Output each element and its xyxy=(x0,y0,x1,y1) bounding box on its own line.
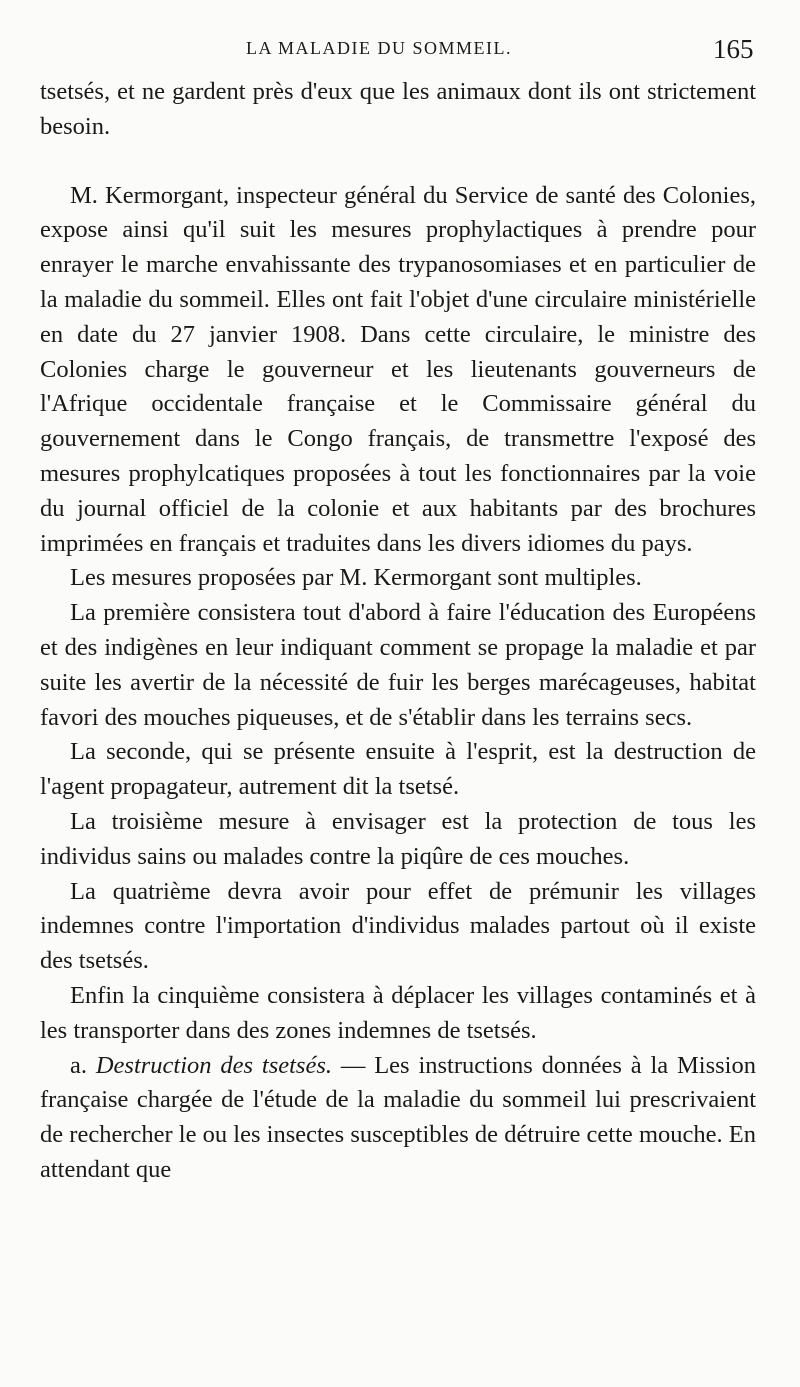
paragraph-measures-intro: Les mesures proposées par M. Kermorgant sont multiples. xyxy=(70,564,642,592)
paragraph-kermorgant-circular: M. Kermorgant, inspecteur général du Service de santé des Colonies, expose ainsi qu'il suit les mesures prophylactiques à prendre pour enrayer le marche envahissante des trypanosomiases et en particulier de la maladie du sommeil. Elles ont fait l'objet d'une circulaire ministérielle en date du 27 janvier 1908. Dans cette circulaire, le ministre des Colonies charge le gouverneur et les lieutenants gouverneurs de l'Afrique occidentale française et le Commissaire général du gouvernement dans le Congo français, de transmettre l'exposé des mesures prophylcatiques proposées à tout les fonctionnaires par la voie du journal officiel de la colonie et aux habitants par des brochures imprimées en français et traduites dans les divers idiomes du pays. xyxy=(40,181,756,557)
body-text xyxy=(40,75,756,1188)
paragraph-fifth-measure: Enfin la cinquième consistera à déplacer les villages contaminés et à les transporter dans des zones indemnes de tsetsés. xyxy=(40,981,756,1044)
paragraph-continuation: tsetsés, et ne gardent près d'eux que les animaux dont ils ont strictement besoin. xyxy=(40,78,756,140)
paragraph-first-measure: La première consistera tout d'abord à faire l'éducation des Européens et des indigènes en leur indiquant comment se propage la maladie et par suite les avertir de la nécessité de fuir les berges marécageuses, habitat favori des mouches piqueuses, et de s'établir dans les terrains secs. xyxy=(40,599,756,731)
paragraph-third-measure: La troisième mesure à envisager est la protection de tous les individus sains ou malades contre la piqûre de ces mouches. xyxy=(40,807,756,870)
page-number: 165 xyxy=(713,34,754,64)
running-head xyxy=(0,34,800,64)
paragraph-fourth-measure: La quatrième devra avoir pour effet de prémunir les villages indemnes contre l'importation d'individus malades partout où il existe des tsetsés. xyxy=(40,877,756,975)
section-heading: Destruction des tsetsés. xyxy=(95,1051,332,1079)
paragraph-second-measure: La seconde, qui se présente ensuite à l'esprit, est la destruction de l'agent propagateur, autrement dit la tsetsé. xyxy=(40,738,756,801)
running-title: LA MALADIE DU SOMMEIL. xyxy=(246,38,512,58)
paragraph-destruction-section xyxy=(40,1049,756,1188)
section-body: — Les instructions données à la Mission française chargée de l'étude de la maladie du sommeil lui prescrivaient de rechercher le ou les insectes susceptibles de détruire cette mouche. En attendant que xyxy=(40,1051,756,1183)
section-letter: a. xyxy=(70,1051,96,1079)
